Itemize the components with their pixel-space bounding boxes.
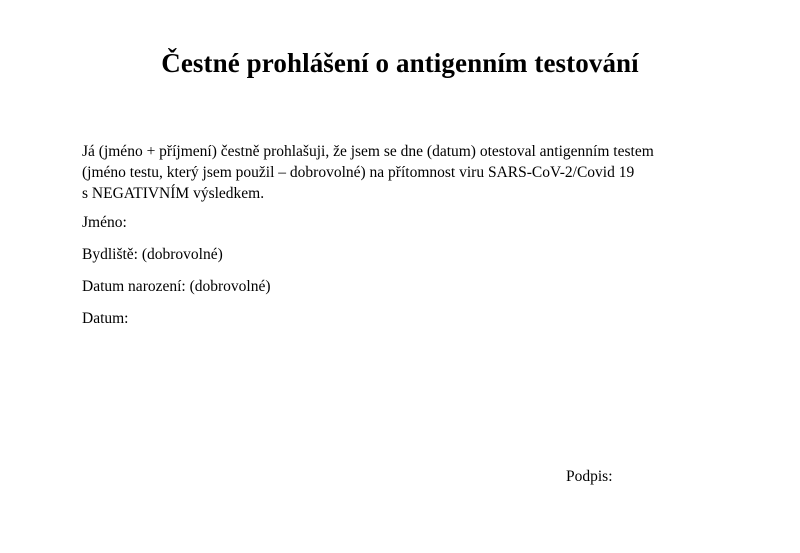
- statement-line: Já (jméno + příjmení) čestně prohlašuji, že jsem se dne (datum) otestoval antigenním testem: [82, 143, 654, 160]
- date-field-label: Datum:: [82, 310, 129, 327]
- residence-field-label: Bydliště: (dobrovolné): [82, 246, 223, 263]
- signature-label: Podpis:: [566, 468, 613, 485]
- declaration-statement: [82, 141, 722, 204]
- name-field-label: Jméno:: [82, 214, 127, 231]
- birth-date-field-label: Datum narození: (dobrovolné): [82, 278, 271, 295]
- statement-line: s NEGATIVNÍM výsledkem.: [82, 185, 265, 202]
- page-title: Čestné prohlášení o antigenním testování: [161, 48, 639, 78]
- statement-line: (jméno testu, který jsem použil – dobrovolné) na přítomnost viru SARS-CoV-2/Covid 19: [82, 164, 635, 181]
